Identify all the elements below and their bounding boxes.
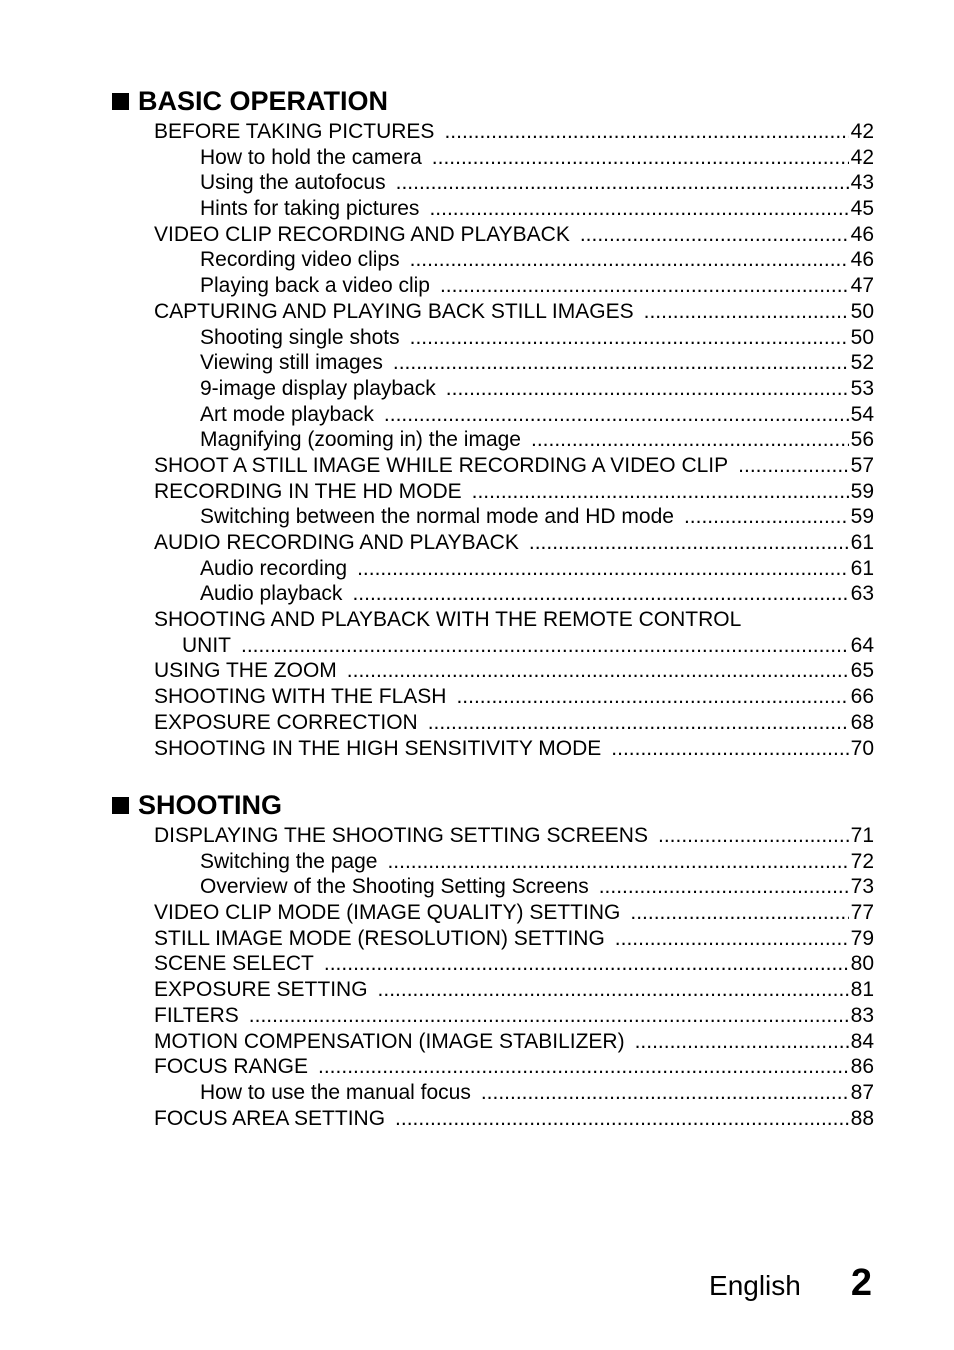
toc-entry-continuation bbox=[154, 633, 874, 659]
toc-entry-page: 84 bbox=[850, 1029, 874, 1053]
toc-entry bbox=[112, 222, 874, 248]
toc-entry-title: Audio playback bbox=[200, 582, 343, 606]
toc-entry bbox=[112, 350, 874, 376]
dot-leader bbox=[738, 453, 848, 479]
toc-entry-page: 79 bbox=[850, 926, 874, 950]
toc-entry-title: Switching the page bbox=[200, 849, 378, 873]
toc-list bbox=[112, 823, 874, 1131]
dot-leader bbox=[378, 977, 849, 1003]
toc-entry-page: 56 bbox=[850, 428, 874, 452]
toc-entry-page: 86 bbox=[850, 1055, 874, 1079]
dot-leader bbox=[396, 170, 849, 196]
toc-entry bbox=[112, 402, 874, 428]
dot-leader bbox=[357, 556, 849, 582]
toc-entry-title: Shooting single shots bbox=[200, 325, 400, 349]
toc-entry-title: 9-image display playback bbox=[200, 376, 436, 400]
toc-entry bbox=[112, 170, 874, 196]
toc-entry-page: 66 bbox=[850, 685, 874, 709]
dot-leader bbox=[429, 196, 848, 222]
toc-entry-title: How to use the manual focus bbox=[200, 1080, 471, 1104]
toc-entry-title: USING THE ZOOM bbox=[154, 659, 337, 683]
toc-entry bbox=[112, 874, 874, 900]
toc-entry bbox=[112, 684, 874, 710]
section-shooting bbox=[112, 790, 874, 1131]
toc-entry-page: 70 bbox=[850, 736, 874, 760]
toc-entry-page: 77 bbox=[850, 901, 874, 925]
toc-entry-title: CAPTURING AND PLAYING BACK STILL IMAGES bbox=[154, 299, 634, 323]
toc-entry bbox=[112, 145, 874, 171]
toc-entry-title: Magnifying (zooming in) the image bbox=[200, 428, 521, 452]
toc-entry-page: 42 bbox=[850, 145, 874, 169]
section-heading bbox=[112, 790, 874, 821]
footer-language: English bbox=[709, 1270, 801, 1301]
dot-leader bbox=[387, 849, 848, 875]
toc-entry-title: DISPLAYING THE SHOOTING SETTING SCREENS bbox=[154, 824, 648, 847]
toc-entry bbox=[112, 196, 874, 222]
toc-entry-page: 81 bbox=[850, 978, 874, 1002]
toc-entry-page: 46 bbox=[850, 222, 874, 246]
toc-entry bbox=[112, 658, 874, 684]
dot-leader bbox=[347, 658, 849, 684]
dot-leader bbox=[481, 1080, 849, 1106]
toc-entry-title: SHOOTING IN THE HIGH SENSITIVITY MODE bbox=[154, 736, 602, 760]
dot-leader bbox=[644, 299, 849, 325]
toc-entry-title: How to hold the camera bbox=[200, 145, 422, 169]
toc-entry bbox=[112, 900, 874, 926]
toc-entry bbox=[112, 736, 874, 762]
toc-entry-title: EXPOSURE SETTING bbox=[154, 978, 368, 1002]
toc-entry-title: Using the autofocus bbox=[200, 171, 386, 195]
dot-leader bbox=[352, 581, 848, 607]
dot-leader bbox=[599, 874, 849, 900]
toc-entry-title: MOTION COMPENSATION (IMAGE STABILIZER) bbox=[154, 1029, 625, 1053]
toc-entry-page: 88 bbox=[850, 1106, 874, 1130]
toc-entry bbox=[112, 376, 874, 402]
toc-entry-title: Overview of the Shooting Setting Screens bbox=[200, 875, 589, 899]
toc-entry-title: Recording video clips bbox=[200, 248, 400, 272]
toc-entry-title: AUDIO RECORDING AND PLAYBACK bbox=[154, 531, 519, 554]
toc-entry-page: 54 bbox=[850, 402, 874, 426]
toc-entry-title: STILL IMAGE MODE (RESOLUTION) SETTING bbox=[154, 926, 605, 950]
toc-entry-title: EXPOSURE CORRECTION bbox=[154, 710, 418, 734]
dot-leader bbox=[432, 145, 849, 171]
dot-leader bbox=[446, 376, 849, 402]
toc-entry-page: 57 bbox=[850, 453, 874, 477]
toc-entry-title: Playing back a video clip bbox=[200, 274, 430, 298]
dot-leader bbox=[615, 926, 849, 952]
toc-entry-page: 61 bbox=[850, 531, 874, 554]
dot-leader bbox=[630, 900, 848, 926]
toc-list bbox=[112, 119, 874, 761]
square-bullet-icon bbox=[112, 797, 129, 814]
toc-entry-page: 43 bbox=[850, 171, 874, 195]
toc-entry-title: SHOOTING WITH THE FLASH bbox=[154, 685, 447, 709]
dot-leader bbox=[393, 350, 849, 376]
toc-entry-page: 73 bbox=[850, 875, 874, 899]
dot-leader bbox=[428, 710, 849, 736]
dot-leader bbox=[580, 222, 849, 248]
toc-entry bbox=[112, 530, 874, 556]
toc-entry bbox=[112, 951, 874, 977]
toc-entry bbox=[112, 849, 874, 875]
dot-leader bbox=[684, 504, 849, 530]
toc-entry bbox=[112, 1054, 874, 1080]
toc-entry bbox=[112, 581, 874, 607]
toc-entry bbox=[112, 119, 874, 145]
toc-entry bbox=[112, 299, 874, 325]
toc-entry bbox=[112, 556, 874, 582]
toc-entry-title-cont: UNIT bbox=[182, 633, 231, 657]
toc-entry-page: 53 bbox=[850, 376, 874, 400]
dot-leader bbox=[241, 633, 849, 659]
dot-leader bbox=[318, 1054, 849, 1080]
page-footer bbox=[709, 1262, 872, 1305]
toc-entry-page: 42 bbox=[850, 120, 874, 143]
toc-entry bbox=[112, 325, 874, 351]
toc-entry-page: 80 bbox=[850, 952, 874, 976]
dot-leader bbox=[440, 273, 849, 299]
toc-entry-page: 52 bbox=[850, 351, 874, 375]
toc-entry bbox=[112, 1080, 874, 1106]
page-number: 2 bbox=[850, 1262, 872, 1304]
toc-entry-page: 64 bbox=[850, 633, 874, 657]
toc-entry-page: 50 bbox=[850, 299, 874, 323]
toc-entry-page: 72 bbox=[850, 849, 874, 873]
section-heading-text: SHOOTING bbox=[138, 790, 283, 820]
dot-leader bbox=[410, 325, 849, 351]
toc-entry bbox=[112, 453, 874, 479]
dot-leader bbox=[658, 823, 849, 849]
toc-entry bbox=[112, 977, 874, 1003]
dot-leader bbox=[444, 119, 848, 145]
toc-entry-page: 63 bbox=[850, 582, 874, 606]
toc-entry bbox=[112, 823, 874, 849]
toc-entry-title: FOCUS RANGE bbox=[154, 1055, 309, 1079]
toc-entry-title: FOCUS AREA SETTING bbox=[154, 1106, 386, 1130]
toc-entry-title: Audio recording bbox=[200, 556, 348, 580]
toc-entry-title: SHOOTING AND PLAYBACK WITH THE REMOTE CONTROL bbox=[154, 608, 742, 632]
toc-entry-page: 46 bbox=[850, 248, 874, 272]
toc-entry-page: 83 bbox=[850, 1003, 874, 1027]
toc-entry bbox=[112, 926, 874, 952]
toc-entry-page: 59 bbox=[850, 479, 874, 503]
toc-entry-page: 61 bbox=[850, 556, 874, 580]
dot-leader bbox=[249, 1003, 849, 1029]
dot-leader bbox=[324, 951, 849, 977]
dot-leader bbox=[472, 479, 849, 505]
toc-entry-page: 71 bbox=[850, 824, 874, 847]
dot-leader bbox=[410, 247, 849, 273]
dot-leader bbox=[395, 1106, 849, 1132]
toc-entry-page: 65 bbox=[850, 659, 874, 683]
toc-entry-title: FILTERS bbox=[154, 1003, 239, 1027]
dot-leader bbox=[635, 1029, 849, 1055]
toc-entry bbox=[112, 1003, 874, 1029]
toc-entry-page: 68 bbox=[850, 710, 874, 734]
toc-entry bbox=[112, 479, 874, 505]
toc-entry-title: Viewing still images bbox=[200, 351, 383, 375]
toc-entry bbox=[112, 273, 874, 299]
dot-leader bbox=[384, 402, 849, 428]
toc-entry-title: SCENE SELECT bbox=[154, 952, 314, 976]
toc-entry bbox=[112, 247, 874, 273]
toc-entry bbox=[112, 607, 874, 658]
dot-leader bbox=[529, 530, 849, 556]
toc-entry bbox=[112, 710, 874, 736]
section-basic-operation bbox=[112, 86, 874, 761]
toc-entry-page: 87 bbox=[850, 1080, 874, 1104]
section-heading bbox=[112, 86, 874, 117]
toc-entry-title: Switching between the normal mode and HD mode bbox=[200, 505, 674, 529]
toc-entry-title: VIDEO CLIP MODE (IMAGE QUALITY) SETTING bbox=[154, 901, 621, 925]
toc-entry-title: VIDEO CLIP RECORDING AND PLAYBACK bbox=[154, 222, 570, 246]
toc-entry bbox=[112, 1106, 874, 1132]
section-heading-text: BASIC OPERATION bbox=[138, 86, 389, 116]
dot-leader bbox=[611, 736, 848, 762]
toc-entry-title: Hints for taking pictures bbox=[200, 197, 420, 221]
toc-entry-title: BEFORE TAKING PICTURES bbox=[154, 120, 435, 143]
dot-leader bbox=[456, 684, 848, 710]
square-bullet-icon bbox=[112, 93, 129, 110]
toc-entry-title: Art mode playback bbox=[200, 402, 374, 426]
toc-entry-title: RECORDING IN THE HD MODE bbox=[154, 479, 462, 503]
toc-entry-page: 50 bbox=[850, 325, 874, 349]
toc-entry-page: 47 bbox=[850, 274, 874, 298]
toc-entry bbox=[112, 504, 874, 530]
toc-entry bbox=[112, 427, 874, 453]
toc-entry-title: SHOOT A STILL IMAGE WHILE RECORDING A VIDEO CLIP bbox=[154, 453, 729, 477]
toc-entry-page: 59 bbox=[850, 505, 874, 529]
dot-leader bbox=[531, 427, 849, 453]
toc-entry bbox=[112, 1029, 874, 1055]
toc-entry-page: 45 bbox=[850, 197, 874, 221]
